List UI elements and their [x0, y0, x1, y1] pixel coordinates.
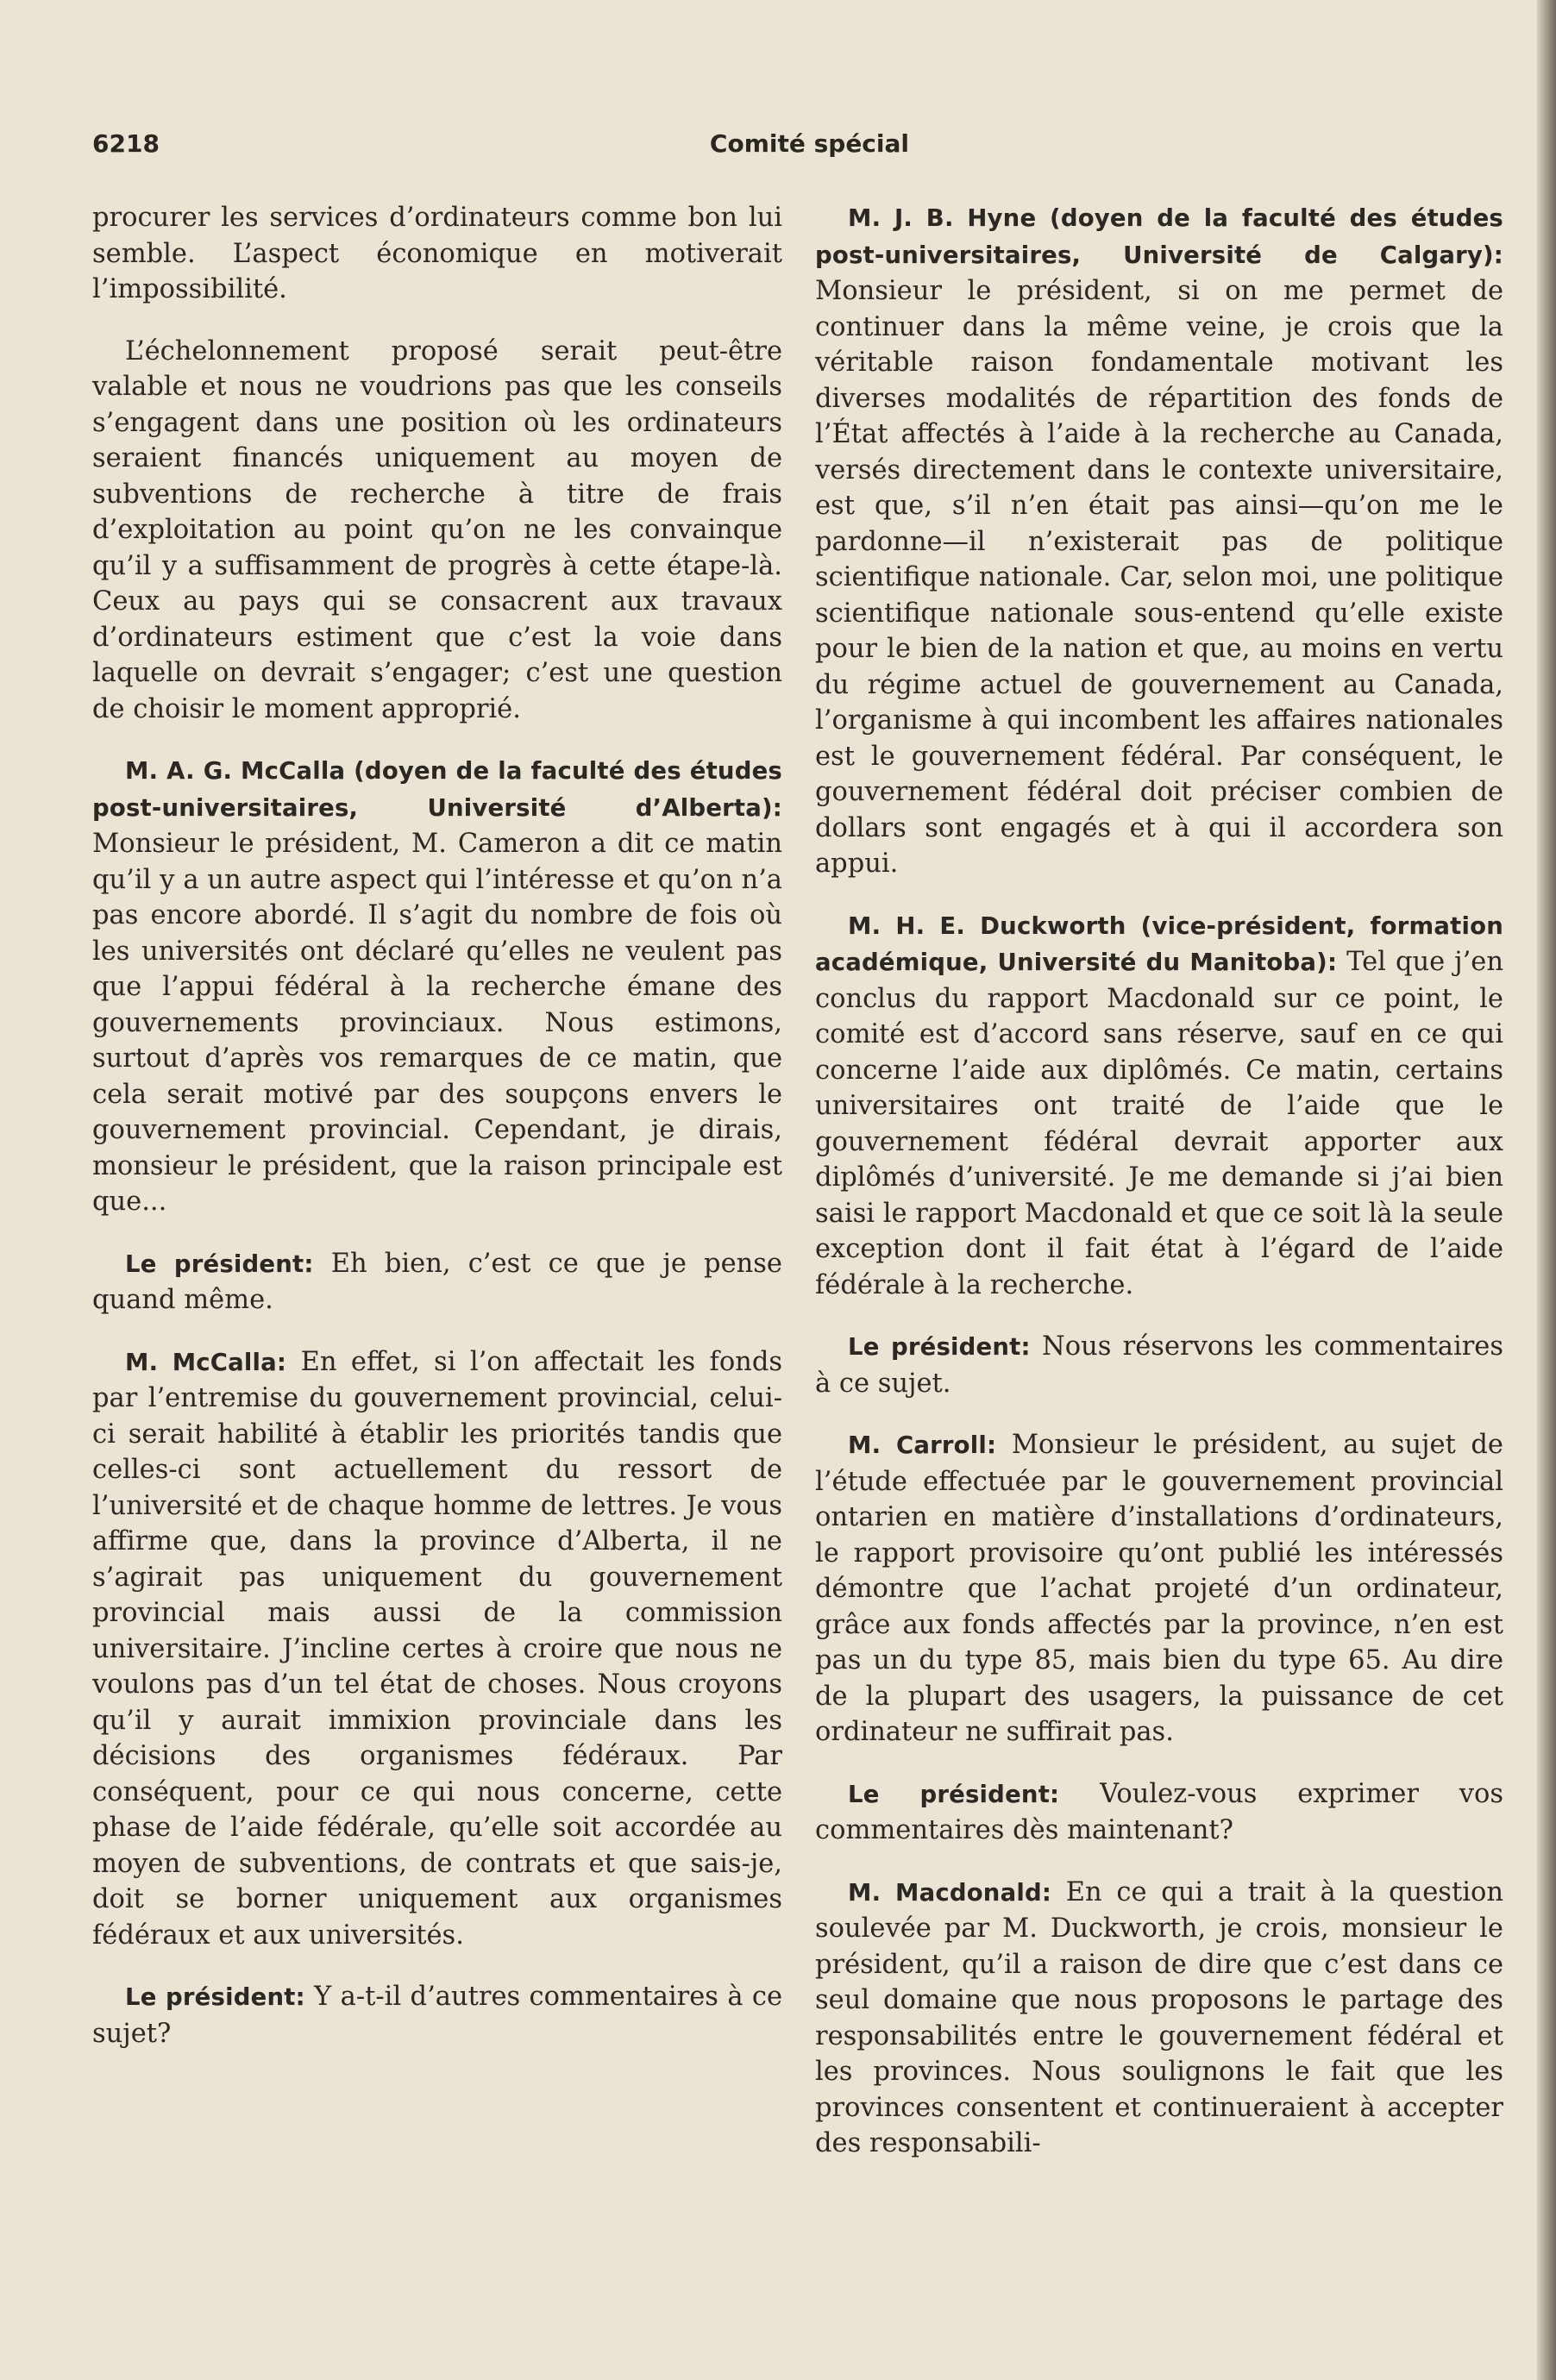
page-header [92, 129, 909, 167]
page-number: 6218 [92, 129, 160, 158]
speech-text: Voulez-vous exprimer vos commentaires dès maintenant? [815, 1778, 1503, 1845]
speech-paragraph [815, 908, 1503, 1304]
paragraph [92, 200, 782, 308]
speech-paragraph [815, 1875, 1503, 2162]
left-column [92, 200, 782, 2077]
speech-paragraph [92, 1979, 782, 2051]
paragraph [92, 334, 782, 728]
speaker-name: M. Macdonald: [848, 1878, 1052, 1907]
speaker-name: M. McCalla: [125, 1348, 287, 1376]
speech-paragraph [815, 200, 1503, 882]
page-binding-edge [1537, 0, 1556, 2380]
speech-paragraph [92, 1344, 782, 1954]
speaker-name: Le président: [125, 1983, 305, 2011]
speech-paragraph [815, 1329, 1503, 1401]
speech-text: Eh bien, c’est ce que je pense quand même. [92, 1248, 782, 1315]
speech-text: Monsieur le président, si on me permet de continuer dans la même veine, je crois que la véritable raison fondamentale motivant les diverses modalités de répartition des fonds de l’État affectés à l’aide à la recherche au Canada, versés directement dans le contexte universitaire, est que, s’il n’en était pas ainsi—qu’on me le pardonne—il n’existerait pas de politique scientifique nationale. Car, selon moi, une politique scientifique nationale sous-entend qu’elle existe pour le bien de la nation et que, au moins en vertu du régime actuel de gouvernement au Canada, l’organisme à qui incombent les affaires nationales est le gouvernement fédéral. Par conséquent, le gouvernement fédéral doit préciser combien de dollars sont engagés et à qui il accordera son appui. [815, 276, 1503, 879]
speech-text: En effet, si l’on affectait les fonds par l’entremise du gouvernement provincial, celui-ci serait habilité à établir les priorités tandis que celles-ci sont actuellement du ressort de l’université et de chaque homme de lettres. Je vous affirme que, dans la province d’Alberta, il ne s’agirait pas uniquement du gouvernement provincial mais aussi de la commission universitaire. J’incline certes à croire que nous ne voulons pas d’un tel état de choses. Nous croyons qu’il y aurait immixion provinciale dans les décisions des organismes fédéraux. Par conséquent, pour ce qui nous concerne, cette phase de l’aide fédérale, qu’elle soit accordée au moyen de subventions, de contrats et que sais-je, doit se borner uniquement aux organismes fédéraux et aux universités. [92, 1346, 782, 1951]
speech-text: Y a-t-il d’autres commentaires à ce sujet? [92, 1982, 782, 2049]
speaker-name: Le président: [848, 1780, 1060, 1808]
speech-text: Tel que j’en conclus du rapport Macdonald sur ce point, le comité est d’accord sans réserve, sauf en ce qui concerne l’aide aux diplômés. Ce matin, certains universitaires ont traité de l’aide que le gouvernement fédéral devrait apporter aux diplômés d’université. Je me demande si j’ai bien saisi le rapport Macdonald et que ce soit là la seule exception dont il fait état à l’égard de l’aide fédérale à la recherche. [815, 947, 1504, 1300]
speaker-name: Le président: [848, 1333, 1031, 1361]
speaker-name: M. Carroll: [848, 1431, 997, 1459]
speech-paragraph [92, 753, 782, 1220]
speech-text: En ce qui a trait à la question soulevée par M. Duckworth, je crois, monsieur le président, qu’il a raison de dire que c’est dans ce seul domaine que nous proposons le partage des responsabilités entre le gouvernement fédéral et les provinces. Nous soulignons le fait que les provinces consentent et continueraient à accepter des responsabili- [815, 1876, 1503, 2158]
right-column [815, 200, 1503, 2188]
speech-paragraph [815, 1427, 1503, 1751]
running-title: Comité spécial [709, 129, 909, 158]
speech-text: Monsieur le président, au sujet de l’étude effectuée par le gouvernement provincial ontarien en matière d’installations d’ordinateurs, le rapport provisoire qu’ont publié les intéressés démontre que l’achat projeté d’un ordinateur, grâce aux fonds affectés par la province, n’en est pas un du type 85, mais bien du type 65. Au dire de la plupart des usagers, la puissance de cet ordinateur ne suffirait pas. [815, 1430, 1503, 1747]
speaker-name: M. H. E. Duckworth (vice-président, formation académique, Université du Manitoba): [815, 911, 1503, 976]
speech-paragraph [92, 1246, 782, 1318]
speaker-name: M. A. G. McCalla (doyen de la faculté des études post-universitaires, Université d’Alberta): [92, 757, 782, 822]
paragraph-text: procurer les services d’ordinateurs comme bon lui semble. L’aspect économique en motiverait l’impossibilité. [92, 203, 782, 304]
speech-text: Nous réservons les commentaires à ce sujet. [815, 1331, 1503, 1399]
speaker-name: Le président: [125, 1250, 314, 1278]
paragraph-text: L’échelonnement proposé serait peut-être valable et nous ne voudrions pas que les conseils s’engagent dans une position où les ordinateurs seraient financés uniquement au moyen de subventions de recherche à titre de frais d’exploitation au point qu’on ne les convainque qu’il y a suffisamment de progrès à cette étape-là. Ceux au pays qui se consacrent aux travaux d’ordinateurs estiment que c’est la voie dans laquelle on devrait s’engager; c’est une question de choisir le moment approprié. [92, 335, 782, 724]
speaker-name: M. J. B. Hyne (doyen de la faculté des études post-universitaires, Université de Calgary): [815, 204, 1503, 269]
speech-paragraph [815, 1776, 1503, 1849]
speech-text: Monsieur le président, M. Cameron a dit ce matin qu’il y a un autre aspect qui l’intéresse et qu’on n’a pas encore abordé. Il s’agit du nombre de fois où les universités ont déclaré qu’elles ne veulent pas que l’appui fédéral à la recherche émane des gouvernements provinciaux. Nous estimons, surtout d’après vos remarques de ce matin, que cela serait motivé par des soupçons envers le gouvernement provincial. Cependant, je dirais, monsieur le président, que la raison principale est que... [92, 829, 782, 1217]
